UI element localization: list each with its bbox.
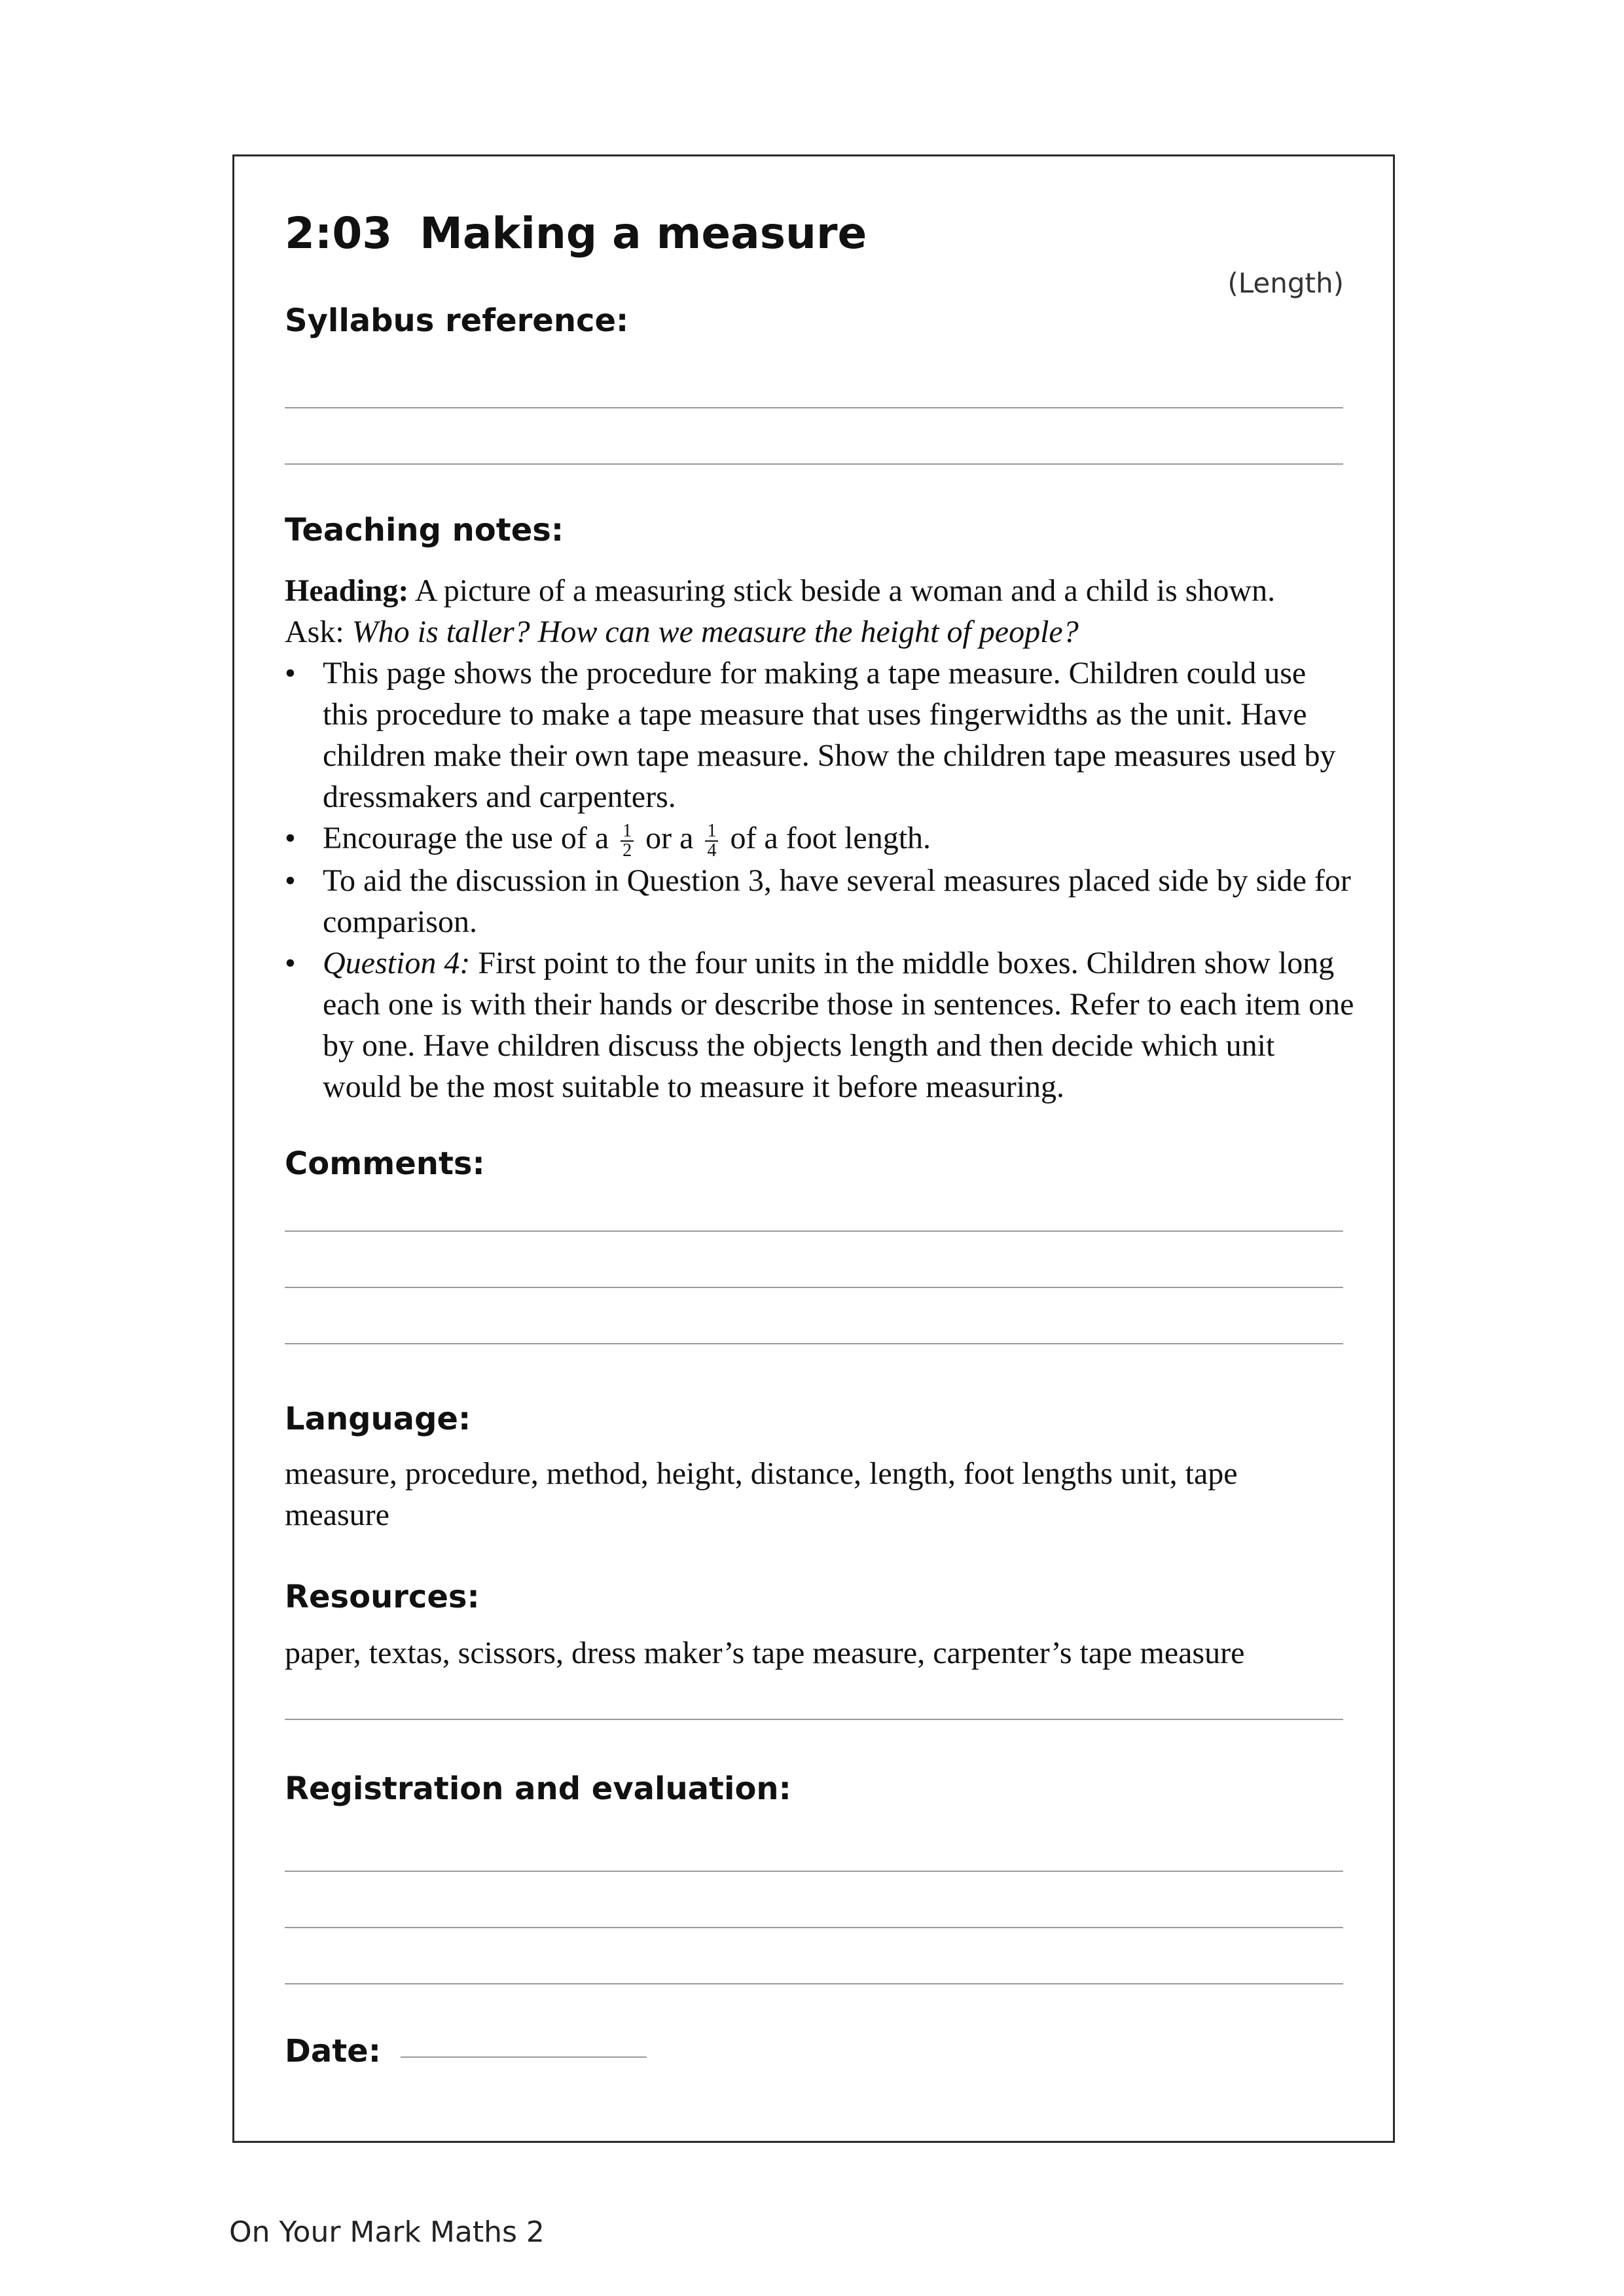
teaching-notes-heading: Teaching notes: <box>285 512 564 548</box>
syllabus-heading: Syllabus reference: <box>285 302 629 339</box>
registration-heading: Registration and evaluation: <box>285 1770 791 1807</box>
registration-line-2[interactable] <box>285 1927 1343 1928</box>
date-line[interactable] <box>401 2056 647 2058</box>
fraction-denominator: 2 <box>623 840 632 861</box>
ask-note <box>285 611 1358 653</box>
bullet-text: This page shows the procedure for making a tape measure. Children could use this procedure to make a tape measure that uses fingerwidths as the unit. Have children make their own tape measure. Show the children tape measures used by dressmakers and carpenters. <box>323 656 1336 814</box>
date-label: Date: <box>285 2033 381 2070</box>
bullet-item <box>285 817 1358 860</box>
bullet-text: First point to the four units in the middle boxes. Children show long each one is with their hands or describe those in sentences. Refer to each item one by one. Have children discuss the objects length and then decide which unit would be the most suitable to measure it before measuring. <box>323 945 1354 1104</box>
fraction-numerator: 1 <box>621 822 634 842</box>
heading-note <box>285 570 1358 611</box>
bullet-text: To aid the discussion in Question 3, have several measures placed side by side for comparison. <box>323 863 1351 939</box>
bullet-text-part: Encourage the use of a <box>323 821 617 855</box>
ask-question: Who is taller? How can we measure the height of people? <box>352 615 1079 649</box>
registration-line-1[interactable] <box>285 1871 1343 1872</box>
bullet-text-part: of a foot length. <box>722 821 931 855</box>
page-title <box>285 208 867 259</box>
language-text: measure, procedure, method, height, distance, length, foot lengths unit, tape measure <box>285 1456 1238 1532</box>
bullet-icon: • <box>285 945 296 980</box>
bullet-item <box>285 653 1358 817</box>
fraction-denominator: 4 <box>707 840 717 861</box>
bullet-item <box>285 860 1358 942</box>
resources-heading: Resources: <box>285 1579 480 1615</box>
comments-line-2[interactable] <box>285 1287 1343 1288</box>
comments-line-3[interactable] <box>285 1343 1343 1344</box>
bullet-text-part: or a <box>638 821 702 855</box>
heading-note-text: A picture of a measuring stick beside a woman and a child is shown. <box>408 573 1276 608</box>
fraction-numerator: 1 <box>705 822 718 842</box>
footer-text: On Your Mark Maths 2 <box>229 2215 545 2249</box>
bullet-icon: • <box>285 863 296 898</box>
comments-heading: Comments: <box>285 1145 485 1182</box>
bullet-item <box>285 942 1358 1107</box>
teaching-bullets <box>285 653 1358 1107</box>
bullet-icon: • <box>285 656 296 691</box>
teaching-notes-body <box>285 570 1358 1107</box>
lesson-title: Making a measure <box>420 208 867 259</box>
ask-label: Ask: <box>285 615 352 649</box>
language-heading: Language: <box>285 1401 471 1437</box>
resources-line[interactable] <box>285 1719 1343 1720</box>
registration-line-3[interactable] <box>285 1983 1343 1984</box>
strand-label: (Length) <box>1227 267 1344 299</box>
comments-line-1[interactable] <box>285 1230 1343 1232</box>
syllabus-line-2[interactable] <box>285 463 1343 465</box>
bullet-icon: • <box>285 821 296 855</box>
fraction-half <box>621 822 634 860</box>
fraction-quarter <box>705 822 718 860</box>
lesson-number: 2:03 <box>285 208 393 259</box>
heading-note-label: Heading: <box>285 573 409 608</box>
syllabus-line-1[interactable] <box>285 407 1343 408</box>
question-label: Question 4: <box>323 945 471 980</box>
resources-text: paper, textas, scissors, dress maker’s tape measure, carpenter’s tape measure <box>285 1636 1245 1670</box>
